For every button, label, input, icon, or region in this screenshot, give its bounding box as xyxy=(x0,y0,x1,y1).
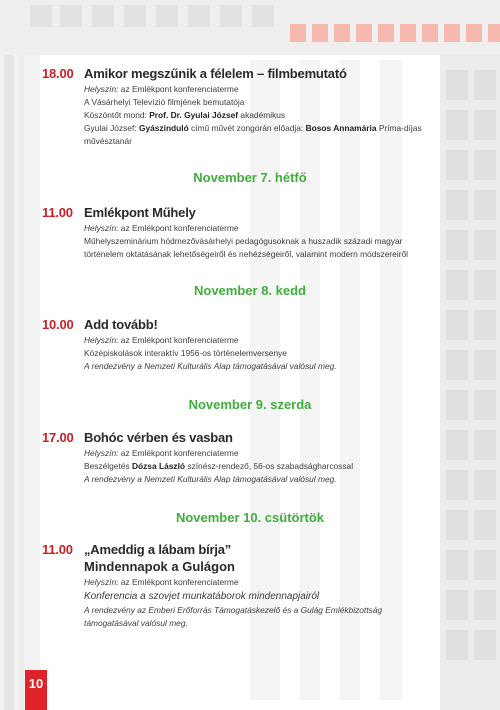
event-heading xyxy=(42,66,482,81)
detail-line: Köszöntőt mond: Prof. Dr. Gyulai József akadémikus xyxy=(84,110,286,120)
event-title: Add tovább! xyxy=(84,317,158,332)
sponsor-note: A rendezvény a Nemzeti Kulturális Alap támogatásával valósul meg. xyxy=(84,361,337,371)
event-title: Amikor megszűnik a félelem – filmbemutató xyxy=(84,66,347,81)
venue-label: Helyszín: xyxy=(84,223,119,233)
event-details xyxy=(84,83,482,148)
event-heading xyxy=(42,542,482,557)
event-time: 11.00 xyxy=(42,542,73,557)
venue: az Emlékpont konferenciaterme xyxy=(120,223,239,233)
event-heading xyxy=(42,430,482,445)
venue: az Emlékpont konferenciaterme xyxy=(120,448,239,458)
sponsor-note: A rendezvény a Nemzeti Kulturális Alap támogatásával valósul meg. xyxy=(84,474,337,484)
event-details xyxy=(84,222,482,261)
event-details xyxy=(84,447,482,486)
event-heading xyxy=(42,317,482,332)
event-film xyxy=(42,66,482,148)
detail-line: Középiskolások interaktív 1956-os történelemversenye xyxy=(84,348,287,358)
day-heading: November 10. csütörtök xyxy=(175,510,325,525)
day-heading: November 8. kedd xyxy=(194,283,306,298)
event-time: 10.00 xyxy=(42,317,74,332)
venue: az Emlékpont konferenciaterme xyxy=(120,335,239,345)
venue: az Emlékpont konferenciaterme xyxy=(120,84,239,94)
event-talk xyxy=(42,430,482,486)
event-title: Emlékpont Műhely xyxy=(84,205,196,220)
venue-label: Helyszín: xyxy=(84,84,119,94)
event-details xyxy=(84,576,482,630)
event-time: 18.00 xyxy=(42,66,74,81)
day-heading: November 9. szerda xyxy=(188,397,312,412)
detail-line: Konferencia a szovjet munkatáborok mindennapjairól xyxy=(84,591,320,602)
venue: az Emlékpont konferenciaterme xyxy=(120,577,239,587)
detail-line: történelem oktatásának lehetőségeiről és nehézségeiről, valamint modern módszereiről xyxy=(84,249,409,259)
venue-label: Helyszín: xyxy=(84,448,119,458)
detail-line: Gyulai József: Gyászinduló című művét zongorán előadja: Bosos Annamária Príma-díjas xyxy=(84,123,422,133)
event-time: 11.00 xyxy=(42,205,73,220)
venue-label: Helyszín: xyxy=(84,335,119,345)
sponsor-note: támogatásával valósul meg. xyxy=(84,618,188,628)
sponsor-note: A rendezvény az Emberi Erőforrás Támogatáskezelő és a Gulág Emlékbizottság xyxy=(84,605,383,615)
detail-line: Műhelyszeminárium hódmezővásárhelyi pedagógusoknak a huszadik századi magyar xyxy=(84,236,403,246)
event-conference xyxy=(42,542,482,630)
event-subtitle: Mindennapok a Gulágon xyxy=(84,559,235,574)
detail-line: A Vásárhelyi Televízió filmjének bemutatója xyxy=(84,97,245,107)
page-number-badge: 10 xyxy=(25,670,47,710)
event-heading xyxy=(42,205,482,220)
day-heading: November 7. hétfő xyxy=(193,170,307,185)
detail-line: művésztanár xyxy=(84,136,132,146)
event-details xyxy=(84,334,482,373)
venue-label: Helyszín: xyxy=(84,577,119,587)
event-workshop xyxy=(42,205,482,261)
event-quiz xyxy=(42,317,482,373)
event-title: Bohóc vérben és vasban xyxy=(84,430,233,445)
event-time: 17.00 xyxy=(42,430,74,445)
event-title: „Ameddig a lábam bírja” xyxy=(84,542,232,557)
detail-line: Beszélgetés Dózsa László színész-rendező, 56-os szabadságharcossal xyxy=(84,461,354,471)
